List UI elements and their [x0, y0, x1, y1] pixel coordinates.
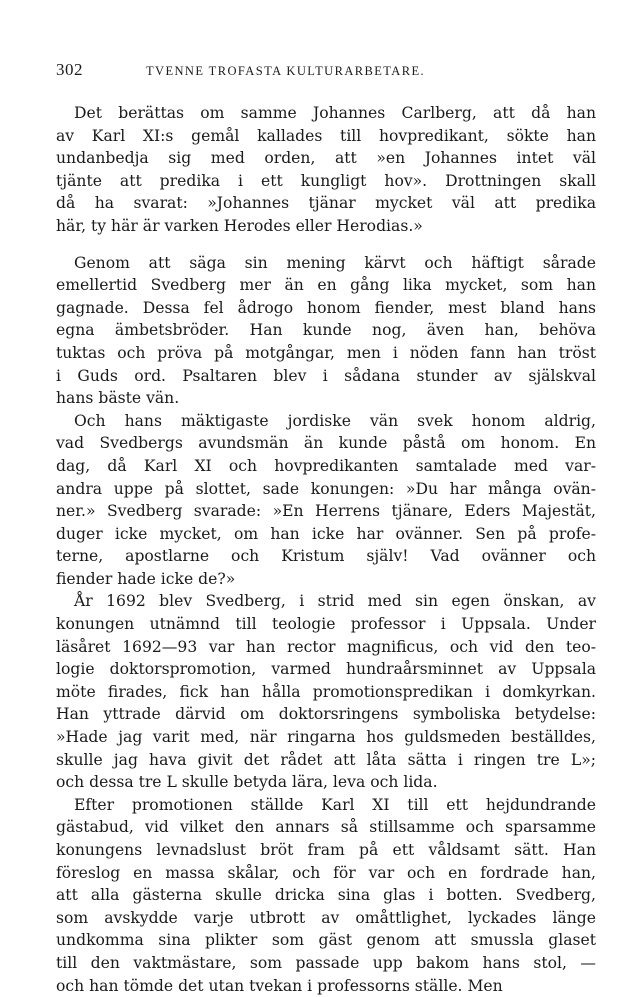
- book-page: [56, 60, 596, 997]
- text-line: »Hade jag varit med, när ringarna hos guldsmeden beställdes,: [56, 728, 596, 747]
- text-line: dag, då Karl XI och hovpredikanten samtalade med var-: [56, 456, 596, 475]
- text-line: undanbedja sig med orden, att »en Johannes intet väl: [56, 149, 596, 168]
- text-line: Det berättas om samme Johannes Carlberg, att då han: [74, 104, 596, 122]
- text-line: läsåret 1692—93 var han rector magnificus, och vid den teo-: [56, 637, 596, 656]
- text-line: Efter promotionen ställde Karl XI till ett hejdundrande: [74, 795, 596, 814]
- text-line: andra uppe på slottet, sade konungen: »Du har många ovän-: [56, 479, 596, 498]
- text-line: År 1692 blev Svedberg, i strid med sin egen önskan, av: [74, 592, 596, 611]
- text-line: duger icke mycket, om han icke har ovänner. Sen på profe-: [56, 524, 596, 543]
- body-text: [56, 102, 596, 997]
- running-title: TVENNE TROFASTA KULTURARBETARE.: [146, 64, 426, 78]
- text-line: terne, apostlarne och Kristum själv! Vad ovänner och: [56, 547, 596, 566]
- text-line: då ha svarat: »Johannes tjänar mycket väl att predika: [56, 194, 596, 213]
- paragraph: [56, 590, 596, 793]
- running-head: [56, 60, 596, 90]
- text-line: egna ämbetsbröder. Han kunde nog, även han, behöva: [56, 321, 596, 340]
- text-line: till den vaktmästare, som passade upp bakom hans stol, —: [56, 953, 596, 972]
- text-line: hans bäste vän.: [56, 389, 180, 408]
- text-line: av Karl XI:s gemål kallades till hovpredikant, sökte han: [56, 126, 596, 145]
- text-line: i Guds ord. Psaltaren blev i sådana stunder av själskval: [56, 366, 596, 385]
- text-line: och han tömde det utan tvekan i professorns ställe. Men: [56, 976, 503, 995]
- text-line: emellertid Svedberg mer än en gång lika mycket, som han: [56, 276, 596, 295]
- text-line: möte firades, fick han hålla promotionspredikan i domkyrkan.: [56, 682, 596, 701]
- text-line: Och hans mäktigaste jordiske vän svek honom aldrig,: [74, 411, 596, 430]
- text-line: gästabud, vid vilket den annars så stillsamme och sparsamme: [56, 818, 596, 837]
- text-line: som avskydde varje utbrott av omåttlighet, lyckades länge: [56, 908, 596, 927]
- paragraph: [56, 252, 596, 410]
- text-line: vad Svedbergs avundsmän än kunde påstå om honom. En: [56, 434, 596, 453]
- text-line: undkomma sina plikter som gäst genom att smussla glaset: [56, 931, 596, 950]
- text-line: fiender hade icke de?»: [56, 569, 236, 588]
- text-line: konungen utnämnd till teologie professor i Uppsala. Under: [56, 615, 596, 634]
- paragraph-gap: [56, 238, 596, 252]
- text-line: konungens levnadslust bröt fram på ett våldsamt sätt. Han: [56, 841, 596, 859]
- paragraph: [56, 794, 596, 997]
- text-line: tjänte att predika i ett kungligt hov». Drottningen skall: [56, 171, 596, 190]
- paragraph: [56, 102, 596, 238]
- text-line: Han yttrade därvid om doktorsringens symboliska betydelse:: [56, 705, 596, 724]
- text-line: Genom att säga sin mening kärvt och häftigt sårade: [74, 253, 596, 272]
- page-number: 302: [56, 60, 83, 79]
- text-line: gagnade. Dessa fel ådrogo honom fiender, mest bland hans: [56, 298, 596, 317]
- text-line: och dessa tre L skulle betyda lära, leva och lida.: [56, 773, 438, 792]
- text-line: föreslog en massa skålar, och för var och en fordrade han,: [56, 863, 596, 882]
- text-line: logie doktorspromotion, varmed hundraårsminnet av Uppsala: [56, 660, 596, 679]
- text-line: tuktas och pröva på motgångar, men i nöden fann han tröst: [56, 343, 596, 362]
- text-line: skulle jag hava givit det rådet att låta sätta i ringen tre L»;: [56, 750, 596, 769]
- text-line: att alla gästerna skulle dricka sina glas i botten. Svedberg,: [56, 886, 596, 905]
- paragraph: [56, 410, 596, 591]
- text-line: ner.» Svedberg svarade: »En Herrens tjänare, Eders Majestät,: [56, 502, 596, 521]
- text-line: här, ty här är varken Herodes eller Herodias.»: [56, 216, 423, 235]
